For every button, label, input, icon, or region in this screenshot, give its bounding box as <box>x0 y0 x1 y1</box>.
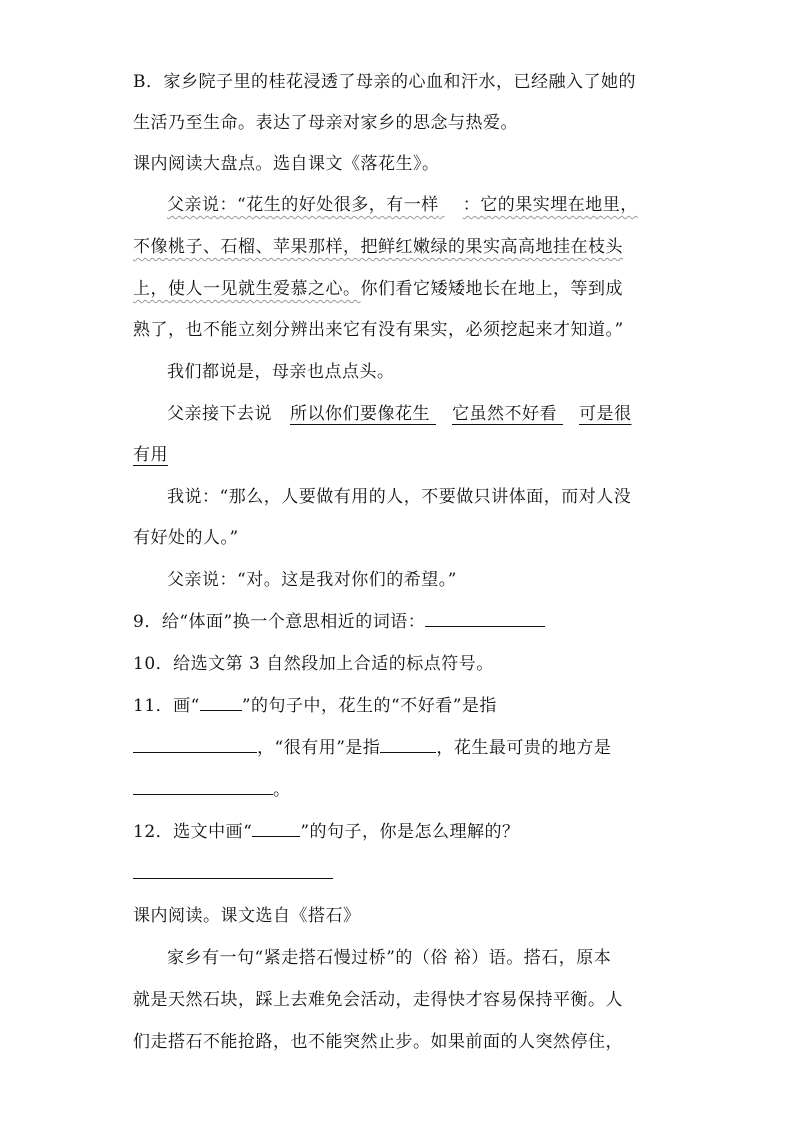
wavy-underlined-text: 不像桃子、石榴、苹果那样，把鲜红嫩绿的果实高高地挂在枝头 <box>133 237 623 257</box>
passage-1-line-2 <box>133 235 623 259</box>
passage-4-line-2: 有好处的人。” <box>133 528 239 548</box>
question-text: ，“很有用”是指 <box>257 738 381 758</box>
answer-blank[interactable] <box>133 780 273 795</box>
question-10: 10．给选文第 3 自然段加上合适的标点符号。 <box>133 654 494 674</box>
question-text: 。 <box>273 780 291 800</box>
answer-blank[interactable] <box>380 738 436 753</box>
wavy-underlined-text: ：它的果实埋在地里， <box>462 195 638 215</box>
answer-blank[interactable] <box>133 738 257 753</box>
passage-2-line-3: 们走搭石不能抢路，也不能突然止步。如果前面的人突然停住， <box>133 1032 623 1052</box>
wavy-underlined-text: 上，使人一见就生爱慕之心。 <box>133 279 361 299</box>
answer-blank[interactable] <box>133 864 333 879</box>
question-text: 11．画“ <box>133 696 200 716</box>
answer-blank[interactable] <box>425 612 545 627</box>
underline-mark-blank <box>252 822 300 837</box>
question-text: ”的句子中，花生的“不好看”是指 <box>241 696 497 716</box>
wavy-underlined-text: 父亲说：“花生的好处很多，有一样 <box>167 195 439 215</box>
question-text: ，花生最可贵的地方是 <box>436 738 612 758</box>
question-11-line-1 <box>133 694 497 718</box>
section-1-title: 课内阅读大盘点。选自课文《落花生》。 <box>133 154 440 174</box>
question-11-line-3 <box>133 778 291 802</box>
question-11-line-2 <box>133 736 611 760</box>
question-9 <box>133 610 545 634</box>
question-text: ”的句子，你是怎么理解的？ <box>300 822 520 842</box>
question-12-line-1 <box>133 820 520 844</box>
question-text: 12．选文中画“ <box>133 822 253 842</box>
option-b-line-2: 生活乃至生命。表达了母亲对家乡的思念与热爱。 <box>133 113 518 133</box>
passage-text: 父亲接下去说 <box>167 404 272 424</box>
question-12-line-2 <box>133 862 333 886</box>
underlined-text: 有用 <box>133 445 168 465</box>
passage-2-line-1: 家乡有一句“紧走搭石慢过桥”的（俗 裕）语。搭石，原本 <box>167 948 612 968</box>
punctuation-blank <box>430 402 452 426</box>
underlined-text: 它虽然不好看 <box>452 404 557 424</box>
passage-3-line-1 <box>167 402 632 426</box>
passage-4-line-1: 我说：“那么，人要做有用的人，不要做只讲体面，而对人没 <box>167 487 632 507</box>
punctuation-blank <box>439 193 463 217</box>
option-b-line-1: B．家乡院子里的桂花浸透了母亲的心血和汗水，已经融入了她的 <box>133 72 636 92</box>
punctuation-blank <box>557 402 579 426</box>
passage-2: 我们都说是，母亲也点点头。 <box>167 362 395 382</box>
underlined-text: 可是很 <box>579 404 632 424</box>
passage-2-line-2: 就是天然石块，踩上去难免会活动，走得快才容易保持平衡。人 <box>133 990 623 1010</box>
section-2-title: 课内阅读。课文选自《搭石》 <box>133 906 361 926</box>
passage-text: 你们看它矮矮地长在地上，等到成 <box>360 279 623 299</box>
question-text: 9．给“体面”换一个意思相近的词语： <box>133 612 426 632</box>
underlined-text: 所以你们要像花生 <box>290 404 430 424</box>
passage-1-line-1 <box>167 193 638 217</box>
passage-3-line-2 <box>133 443 168 467</box>
passage-1-line-3 <box>133 277 623 301</box>
underline-mark-blank <box>200 696 242 711</box>
passage-5: 父亲说：“对。这是我对你们的希望。” <box>167 570 457 590</box>
passage-1-line-4: 熟了，也不能立刻分辨出来它有没有果实，必须挖起来才知道。” <box>133 320 624 340</box>
